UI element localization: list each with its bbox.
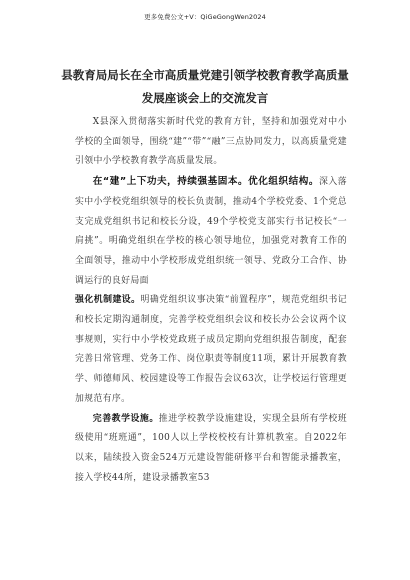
- paragraph-mechanism: [75, 291, 347, 409]
- document-body: [75, 113, 347, 488]
- header-note: 更多免费公文+V：QiGeGongWen2024: [144, 13, 266, 21]
- paragraph-facilities: [75, 410, 347, 489]
- paragraph-text: 明确党组织议事决策“前置程序”，规范党组织书记和校长定期沟通制度，完善学校党组织会议和校长办公会议两个议事规则，实行中小学校党政班子成员定期向党组织报告制度，配套完善日常管理、党务工作、岗位职责等制度11项，累计开展教育教学、师德师风、校园建设等工作报告会议63次，让学校运行管理更加规范有序。: [75, 295, 348, 404]
- document-title-line-1: 县教育局局长在全市高质量党建引领学校教育教学高质量: [61, 68, 349, 82]
- paragraph-text: 推进学校教学设施建设，实现全县所有学校班级使用“班班通”，100人以上学校校校有计算机教室。自2022年以来，陆续投入资金524万元建设智能研修平台和智能录播教室，接入学校44所，建设录播教室53: [75, 413, 348, 483]
- paragraph-intro: [75, 113, 347, 172]
- paragraph-text: 深入落实中小学校党组织领导的校长负责制，推动4个学校党委、1个党总支完成党组织书记和校长分设，49个学校党支部实行书记校长“一肩挑”。明确党组织在学校的核心领导地位，加强党对教育工作的全面领导，推动中小学校形成党组织统一领导、党政分工合作、协调运行的良好局面: [75, 177, 347, 286]
- section-heading: 强化机制建设。: [75, 295, 141, 306]
- paragraph-build-foundation: [75, 172, 347, 291]
- document-title-line-2: 发展座谈会上的交流发言: [141, 91, 269, 105]
- paragraph-text: X县深入贯彻落实新时代党的教育方针，坚持和加强党对中小学校的全面领导，围绕“建”“带”“融”三点协同发力，以高质量党建引领中小学校教育教学高质量发展。: [75, 117, 347, 167]
- section-heading: 完善教学设施。: [92, 413, 159, 424]
- section-heading: 在“建”上下功夫，持续强基固本。优化组织结构。: [92, 176, 319, 188]
